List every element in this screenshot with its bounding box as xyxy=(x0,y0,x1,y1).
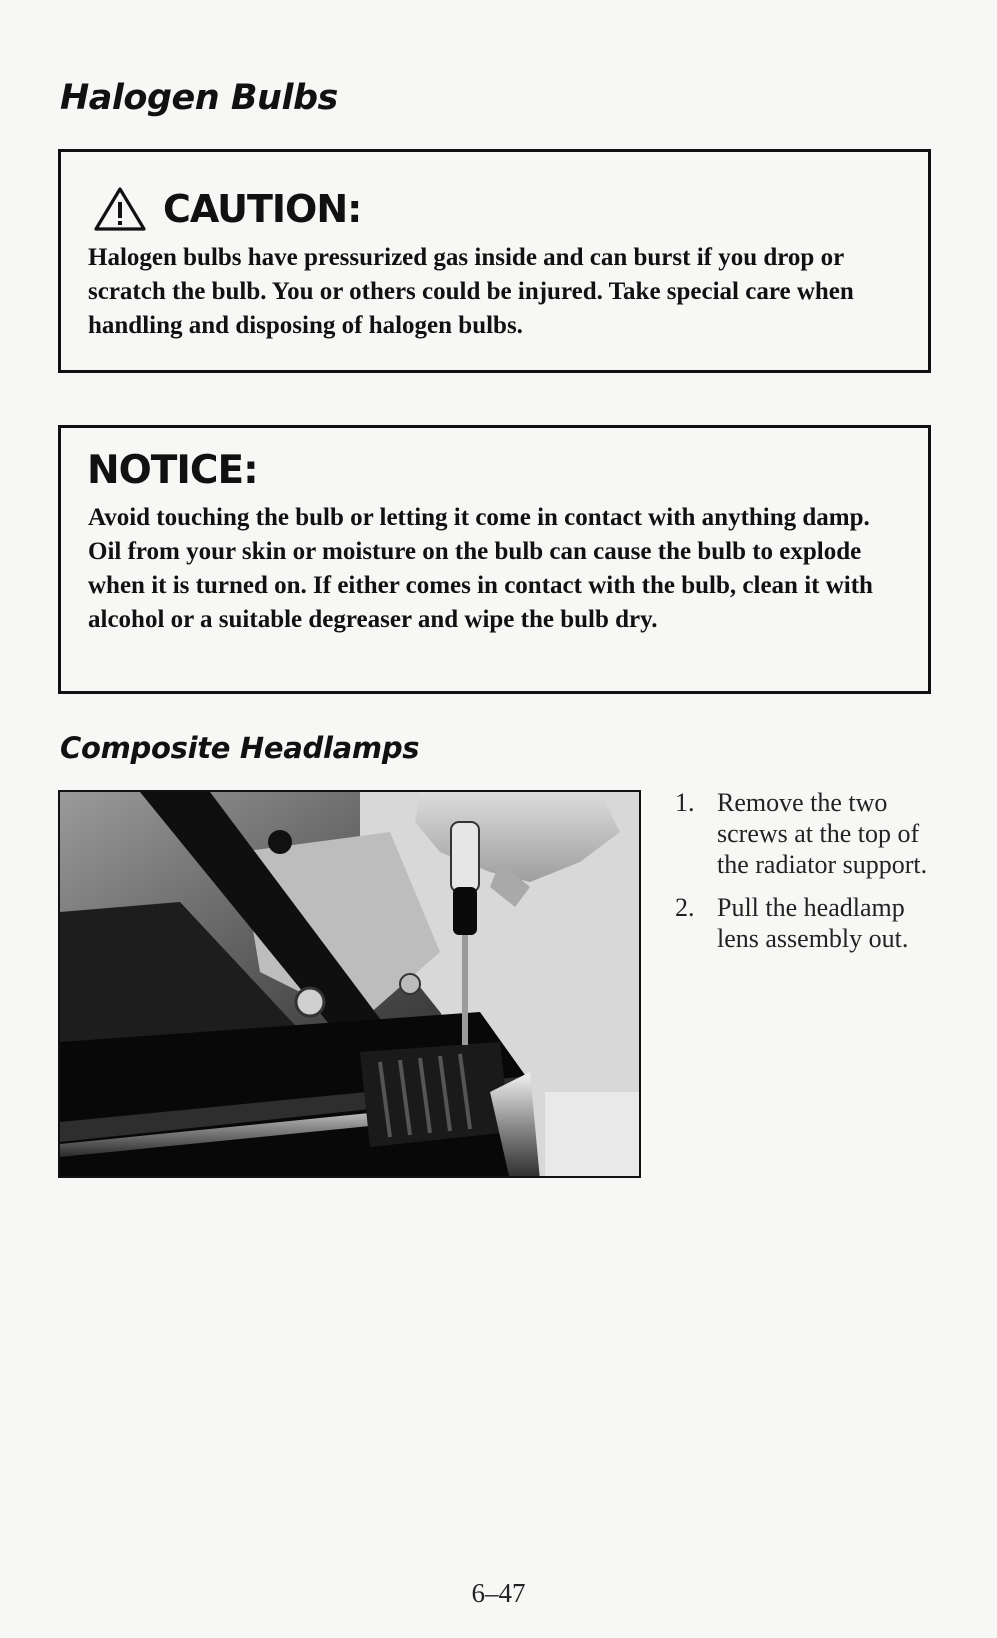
warning-triangle-icon xyxy=(93,186,147,232)
step-item xyxy=(675,787,975,880)
section-title-halogen-bulbs: Halogen Bulbs xyxy=(60,78,338,118)
headlamp-removal-photo xyxy=(58,790,641,1178)
steps-list xyxy=(675,787,975,966)
caution-heading xyxy=(93,186,361,232)
section-title-composite-headlamps: Composite Headlamps xyxy=(60,731,420,765)
step-number: 1. xyxy=(675,788,695,817)
step-text: Pull the headlamp lens assembly out. xyxy=(717,893,909,953)
caution-label: CAUTION: xyxy=(163,187,362,231)
step-item xyxy=(675,892,975,954)
notice-heading: NOTICE: xyxy=(87,448,258,493)
caution-text: Halogen bulbs have pressurized gas inside and can burst if you drop or scratch the bulb. You or others could be injured. Take special care when handling and disposing of halogen bulbs. xyxy=(88,244,854,339)
caution-box xyxy=(58,149,931,373)
step-text: Remove the two screws at the top of the radiator support. xyxy=(717,788,928,879)
step-number: 2. xyxy=(675,893,695,922)
notice-box xyxy=(58,425,931,694)
page-number: 6–47 xyxy=(471,1578,526,1608)
notice-text: Avoid touching the bulb or letting it come in contact with anything damp. Oil from your skin or moisture on the bulb can cause the bulb to explode when it is turned on. If either comes in contact with the bulb, clean it with alcohol or a suitable degreaser and wipe the bulb dry. xyxy=(88,504,873,633)
